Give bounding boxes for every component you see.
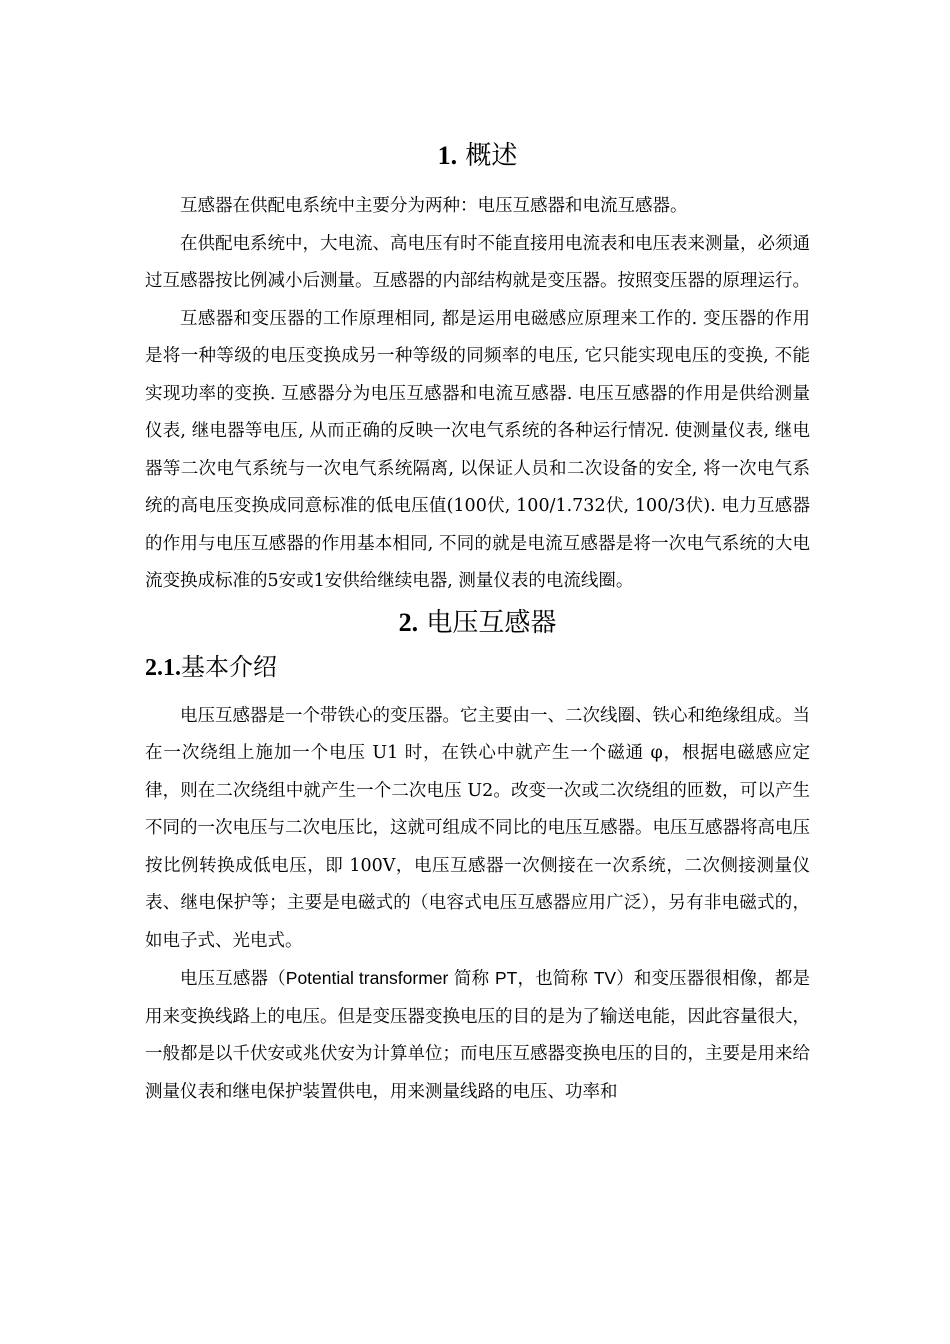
section-1-paragraph-3: 互感器和变压器的工作原理相同, 都是运用电磁感应原理来工作的. 变压器的作用是将一种等级的电压变换成另一种等级的同频率的电压, 它只能实现电压的变换, 不能实现功率的变换. 互感器分为电压互感器和电流互感器. 电压互感器的作用是供给测量仪表, 继电器等电压, 从而正确的反映一次电气系统的各种运行情况. 使测量仪表, 继电器等二次电气系统与一次电气系统隔离, 以保证人员和二次设备的安全, 将一次电气系统的高电压变换成同意标准的低电压值(100伏, 100/1.732伏, 100/3伏). 电力互感器的作用与电压互感器的作用基本相同, 不同的就是电流互感器是将一次电气系统的大电流变换成标准的5安或1安供给继续电器, 测量仪表的电流线圈。 [145, 308, 810, 591]
section-2-1-number: 2.1. [145, 654, 181, 681]
section-2-1-paragraph-1: 电压互感器是一个带铁心的变压器。它主要由一、二次线圈、铁心和绝缘组成。当在一次绕组上施加一个电压 U1 时，在铁心中就产生一个磁通 φ，根据电磁感应定律，则在二次绕组中就产生一个二次电压 U2。改变一次或二次绕组的匝数，可以产生不同的一次电压与二次电压比，这就可组成不同比的电压互感器。电压互感器将高电压按比例转换成低电压，即 100V，电压互感器一次侧接在一次系统，二次侧接测量仪表、继电保护等；主要是电磁式的（电容式电压互感器应用广泛），另有非电磁式的，如电子式、光电式。 [145, 705, 810, 951]
paragraph-2-text-a: 电压互感器（ [180, 969, 286, 989]
section-1-number: 1. [437, 141, 458, 170]
paragraph-2-text-g: ）和变压器很相像，都是用来变换线路上的电压。但是变压器变换电压的目的是为了输送电能，因此容量很大，一般都是以千伏安或兆伏安为计算单位；而电压互感器变换电压的目的，主要是用来给测量仪表和继电保护装置供电，用来测量线路的电压、功率和 [145, 969, 811, 1102]
paragraph-2-text-c: 简称 [448, 969, 495, 989]
section-2-heading [145, 605, 810, 641]
section-2-title: 电压互感器 [426, 607, 557, 638]
document-body [145, 138, 810, 1111]
paragraph-2-text-e: ，也简称 [517, 969, 594, 989]
paragraph-2-abbr-tv: TV [593, 968, 617, 988]
section-1-title: 概述 [465, 141, 518, 171]
section-2-1-heading [145, 649, 810, 686]
section-1-heading [145, 138, 810, 174]
paragraph-2-abbr-pt: PT [495, 968, 518, 988]
section-2-1-paragraph-2 [145, 960, 810, 1111]
section-2-1-title: 基本介绍 [181, 652, 277, 681]
section-1-paragraph-1: 互感器在供配电系统中主要分为两种：电压互感器和电流互感器。 [180, 196, 688, 216]
paragraph-2-english-term: Potential transformer [285, 968, 449, 988]
section-2-number: 2. [398, 607, 419, 637]
section-1-paragraph-2: 在供配电系统中，大电流、高电压有时不能直接用电流表和电压表来测量，必须通过互感器按比例减小后测量。互感器的内部结构就是变压器。按照变压器的原理运行。 [145, 233, 810, 291]
